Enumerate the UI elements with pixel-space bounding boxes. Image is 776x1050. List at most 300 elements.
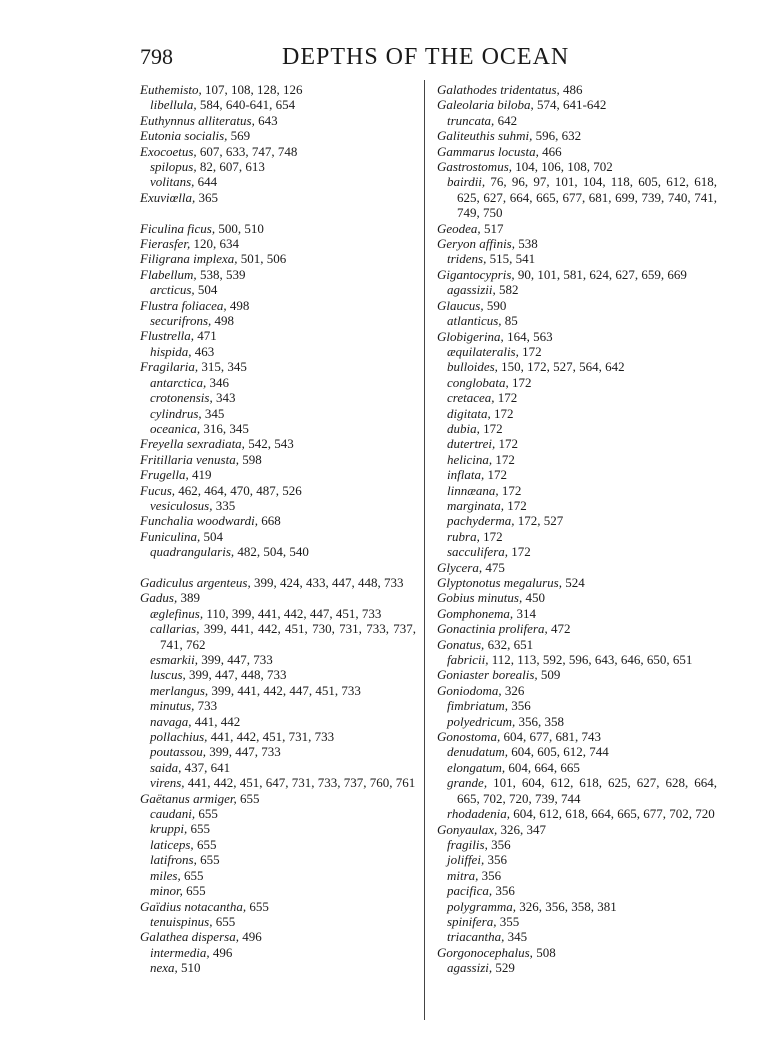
entry-pages: 569 xyxy=(230,128,251,144)
entry-pages: 471 xyxy=(197,328,217,344)
entry-name: Funiculina, xyxy=(140,528,201,544)
index-entry xyxy=(437,606,717,621)
entry-name: inflata, xyxy=(447,467,485,483)
entry-name: Globigerina, xyxy=(437,328,504,344)
entry-name: tridens, xyxy=(447,251,487,267)
entry-name: Gonyaulax, xyxy=(437,821,498,837)
index-entry xyxy=(140,190,416,205)
index-entry xyxy=(437,575,717,590)
entry-name: Gammarus locusta, xyxy=(437,143,539,159)
entry-pages: 604, 612, 618, 664, 665, 677, 702, 720 xyxy=(513,806,715,822)
entry-name: Goniaster borealis, xyxy=(437,667,538,683)
entry-pages: 110, 399, 441, 442, 447, 451, 733 xyxy=(206,605,382,621)
entry-name: pollachius, xyxy=(150,729,208,745)
entry-name: crotonensis, xyxy=(150,390,213,406)
entry-pages: 604, 664, 665 xyxy=(508,759,580,775)
index-subentry xyxy=(140,421,416,436)
entry-name: rubra, xyxy=(447,528,480,544)
index-entry xyxy=(140,929,416,944)
entry-pages: 655 xyxy=(183,867,204,883)
index-entry xyxy=(437,667,717,682)
entry-pages: 356 xyxy=(491,836,511,852)
entry-pages: 345 xyxy=(204,405,225,421)
entry-pages: 655 xyxy=(240,790,260,806)
index-entry xyxy=(140,436,416,451)
index-entry xyxy=(140,298,416,313)
index-subentry xyxy=(140,837,416,852)
index-column-right xyxy=(437,82,717,976)
entry-name: Fierasfer, xyxy=(140,236,191,252)
entry-pages: 112, 113, 592, 596, 643, 646, 650, 651 xyxy=(491,652,693,668)
index-subentry xyxy=(140,760,416,775)
entry-pages: 316, 345 xyxy=(203,420,249,436)
entry-pages: 356 xyxy=(511,698,531,714)
index-subentry xyxy=(140,606,416,621)
index-subentry xyxy=(437,483,717,498)
entry-pages: 326, 347 xyxy=(500,821,547,837)
entry-pages: 584, 640-641, 654 xyxy=(199,97,296,113)
entry-name: merlangus, xyxy=(150,682,209,698)
index-entry xyxy=(437,329,717,344)
entry-pages: 356 xyxy=(487,852,507,868)
entry-pages: 172 xyxy=(483,528,503,544)
entry-name: Exuviœlla, xyxy=(140,189,196,205)
entry-name: Gaëtanus armiger, xyxy=(140,790,237,806)
index-subentry xyxy=(437,344,717,359)
entry-pages: 172 xyxy=(495,451,515,467)
entry-pages: 355 xyxy=(499,913,520,929)
index-subentry xyxy=(437,698,717,713)
entry-name: Freyella sexradiata, xyxy=(140,436,245,452)
entry-pages: 655 xyxy=(198,806,218,822)
entry-name: Frugella, xyxy=(140,467,189,483)
index-subentry xyxy=(140,344,416,359)
entry-name: Gomphonema, xyxy=(437,605,514,621)
entry-name: pacifica, xyxy=(447,883,493,899)
index-subentry xyxy=(437,899,717,914)
entry-name: miles, xyxy=(150,867,181,883)
index-subentry xyxy=(140,868,416,883)
entry-name: Gadus, xyxy=(140,590,178,606)
entry-name: conglobata, xyxy=(447,374,509,390)
index-entry xyxy=(140,267,416,282)
entry-name: navaga, xyxy=(150,713,192,729)
entry-pages: 496 xyxy=(242,929,262,945)
entry-pages: 365 xyxy=(198,189,218,205)
entry-pages: 356 xyxy=(495,883,515,899)
entry-name: Galathodes tridentatus, xyxy=(437,82,560,97)
entry-name: Goniodoma, xyxy=(437,682,502,698)
index-subentry xyxy=(437,390,717,405)
index-entry xyxy=(140,791,416,806)
index-subentry xyxy=(437,113,717,128)
index-entry xyxy=(140,128,416,143)
index-entry xyxy=(140,452,416,467)
entry-pages: 504 xyxy=(203,528,224,544)
index-column-left xyxy=(140,82,416,976)
entry-name: Gonatus, xyxy=(437,636,485,652)
entry-pages: 463 xyxy=(194,343,215,359)
index-subentry xyxy=(437,760,717,775)
index-subentry xyxy=(140,174,416,189)
index-subentry xyxy=(437,174,717,220)
entry-name: bulloides, xyxy=(447,359,498,375)
index-entry xyxy=(437,236,717,251)
entry-name: cylindrus, xyxy=(150,405,202,421)
entry-pages: 498 xyxy=(229,297,250,313)
entry-name: intermedia, xyxy=(150,944,210,960)
entry-name: denudatum, xyxy=(447,744,509,760)
entry-pages: 598 xyxy=(242,451,262,467)
index-subentry xyxy=(140,390,416,405)
entry-name: dutertrei, xyxy=(447,436,496,452)
index-subentry xyxy=(140,313,416,328)
index-entry xyxy=(140,513,416,528)
entry-name: rhodadenia, xyxy=(447,806,510,822)
entry-pages: 590 xyxy=(486,297,507,313)
entry-name: mitra, xyxy=(447,867,479,883)
entry-name: Flustra foliacea, xyxy=(140,297,227,313)
index-entry xyxy=(140,359,416,374)
entry-name: minutus, xyxy=(150,698,195,714)
entry-name: joliffei, xyxy=(447,852,485,868)
index-entry xyxy=(140,467,416,482)
index-subentry xyxy=(140,960,416,975)
entry-pages: 655 xyxy=(200,852,220,868)
entry-name: quadrangularis, xyxy=(150,544,235,560)
entry-pages: 104, 106, 108, 702 xyxy=(515,159,613,175)
index-subentry xyxy=(437,960,717,975)
entry-name: luscus, xyxy=(150,667,186,683)
entry-pages: 733 xyxy=(197,698,218,714)
entry-pages: 542, 543 xyxy=(248,436,294,452)
index-subentry xyxy=(437,251,717,266)
page-header xyxy=(140,44,740,78)
index-entry xyxy=(437,945,717,960)
entry-pages: 501, 506 xyxy=(240,251,287,267)
entry-pages: 508 xyxy=(536,944,556,960)
entry-pages: 515, 541 xyxy=(489,251,536,267)
entry-name: Glycera, xyxy=(437,559,483,575)
index-entry xyxy=(140,590,416,605)
entry-pages: 655 xyxy=(196,836,217,852)
entry-name: Galeolaria biloba, xyxy=(437,97,534,113)
entry-pages: 399, 441, 442, 447, 451, 733 xyxy=(211,682,361,698)
entry-name: Gonostoma, xyxy=(437,729,501,745)
entry-name: marginata, xyxy=(447,497,504,513)
index-entry xyxy=(437,637,717,652)
entry-name: Ficulina ficus, xyxy=(140,220,216,236)
entry-name: grande, xyxy=(447,775,488,791)
entry-name: hispida, xyxy=(150,343,192,359)
entry-name: elongatum, xyxy=(447,759,506,775)
entry-name: Fucus, xyxy=(140,482,176,498)
entry-pages: 462, 464, 470, 487, 526 xyxy=(178,482,302,498)
page-number: 798 xyxy=(140,44,173,69)
entry-name: sacculifera, xyxy=(447,544,509,560)
entry-pages: 475 xyxy=(485,559,505,575)
entry-pages: 441, 442, 451, 731, 733 xyxy=(210,729,335,745)
entry-pages: 419 xyxy=(192,467,212,483)
index-subentry xyxy=(437,436,717,451)
entry-name: saida, xyxy=(150,759,182,775)
entry-pages: 399, 447, 733 xyxy=(209,744,281,760)
entry-pages: 441, 442 xyxy=(194,713,241,729)
index-subentry xyxy=(437,775,717,806)
entry-name: æglefinus, xyxy=(150,605,204,621)
entry-pages: 642 xyxy=(497,112,518,128)
entry-name: Fragilaria, xyxy=(140,359,199,375)
index-entry xyxy=(437,822,717,837)
entry-name: antarctica, xyxy=(150,374,207,390)
entry-name: Flustrella, xyxy=(140,328,195,344)
entry-pages: 655 xyxy=(190,821,210,837)
entry-pages: 538 xyxy=(518,236,538,252)
entry-pages: 574, 641-642 xyxy=(537,97,607,113)
entry-pages: 399, 441, 442, 451, 730, 731, 733, 737, 741, 762 xyxy=(160,621,417,652)
entry-name: Galathea dispersa, xyxy=(140,929,239,945)
entry-pages: 498 xyxy=(214,313,235,329)
running-title: DEPTHS OF THE OCEAN xyxy=(282,44,570,70)
entry-pages: 164, 563 xyxy=(507,328,553,344)
entry-pages: 668 xyxy=(261,513,281,529)
entry-pages: 655 xyxy=(249,898,269,914)
index-subentry xyxy=(437,837,717,852)
entry-pages: 343 xyxy=(215,390,236,406)
index-subentry xyxy=(437,406,717,421)
entry-pages: 517 xyxy=(483,220,504,236)
index-subentry xyxy=(437,282,717,297)
index-subentry xyxy=(140,698,416,713)
index-subentry xyxy=(140,282,416,297)
entry-pages: 466 xyxy=(542,143,562,159)
index-subentry xyxy=(437,652,717,667)
entry-pages: 82, 607, 613 xyxy=(199,159,265,175)
entry-pages: 172 xyxy=(507,497,527,513)
entry-name: arcticus, xyxy=(150,282,195,298)
entry-name: digitata, xyxy=(447,405,491,421)
entry-name: Galiteuthis suhmi, xyxy=(437,128,533,144)
entry-pages: 389 xyxy=(180,590,200,606)
entry-name: Gorgonocephalus, xyxy=(437,944,533,960)
index-entry xyxy=(437,729,717,744)
index-subentry xyxy=(437,929,717,944)
index-entry xyxy=(437,221,717,236)
index-subentry xyxy=(140,683,416,698)
entry-name: Gadiculus argenteus, xyxy=(140,574,251,590)
entry-pages: 604, 605, 612, 744 xyxy=(511,744,609,760)
entry-name: vesiculosus, xyxy=(150,497,213,513)
entry-name: æquilateralis, xyxy=(447,343,519,359)
entry-name: oceanica, xyxy=(150,420,201,436)
index-entry xyxy=(140,328,416,343)
index-entry xyxy=(437,560,717,575)
entry-pages: 172 xyxy=(498,436,519,452)
entry-pages: 101, 604, 612, 618, 625, 627, 628, 664, 665, 702, 720, 739, 744 xyxy=(457,775,718,806)
entry-name: Geryon affinis, xyxy=(437,236,515,252)
entry-name: linnæana, xyxy=(447,482,499,498)
index-subentry xyxy=(437,498,717,513)
entry-name: atlanticus, xyxy=(447,313,502,329)
entry-pages: 356 xyxy=(481,867,502,883)
index-subentry xyxy=(140,621,416,652)
entry-pages: 90, 101, 581, 624, 627, 659, 669 xyxy=(517,266,687,282)
entry-name: Geodea, xyxy=(437,220,481,236)
entry-pages: 172 xyxy=(511,544,531,560)
index-subentry xyxy=(140,375,416,390)
index-subentry xyxy=(437,852,717,867)
index-subentry xyxy=(140,406,416,421)
index-entry xyxy=(437,159,717,174)
index-subentry xyxy=(140,729,416,744)
entry-pages: 538, 539 xyxy=(199,266,246,282)
entry-pages: 504 xyxy=(197,282,218,298)
index-subentry xyxy=(437,544,717,559)
index-subentry xyxy=(437,883,717,898)
entry-name: callarias, xyxy=(150,621,200,637)
index-subentry xyxy=(437,868,717,883)
entry-name: caudani, xyxy=(150,806,196,822)
index-entry xyxy=(140,251,416,266)
index-entry xyxy=(140,236,416,251)
entry-pages: 345 xyxy=(507,929,528,945)
index-entry xyxy=(140,221,416,236)
index-subentry xyxy=(140,498,416,513)
entry-name: Fritillaria venusta, xyxy=(140,451,239,467)
index-entry xyxy=(140,113,416,128)
entry-pages: 437, 641 xyxy=(184,759,231,775)
entry-name: bairdii, xyxy=(447,174,486,190)
entry-pages: 150, 172, 527, 564, 642 xyxy=(501,359,625,375)
entry-name: spinifera, xyxy=(447,913,497,929)
entry-pages: 107, 108, 128, 126 xyxy=(205,82,303,97)
entry-pages: 596, 632 xyxy=(535,128,582,144)
section-gap xyxy=(140,560,416,575)
index-entry xyxy=(437,267,717,282)
index-subentry xyxy=(437,744,717,759)
index-subentry xyxy=(140,159,416,174)
entry-name: laticeps, xyxy=(150,836,194,852)
index-subentry xyxy=(437,375,717,390)
entry-pages: 655 xyxy=(186,883,206,899)
index-entry xyxy=(140,899,416,914)
entry-pages: 315, 345 xyxy=(201,359,247,375)
entry-pages: 172 xyxy=(493,405,514,421)
entry-name: securifrons, xyxy=(150,313,212,329)
entry-pages: 632, 651 xyxy=(487,636,534,652)
index-subentry xyxy=(140,714,416,729)
entry-name: dubia, xyxy=(447,420,480,436)
index-subentry xyxy=(437,452,717,467)
entry-name: fragilis, xyxy=(447,836,488,852)
entry-pages: 172 xyxy=(497,390,518,406)
entry-name: Gonactinia prolifera, xyxy=(437,621,548,637)
entry-name: Gastrostomus, xyxy=(437,159,513,175)
entry-pages: 450 xyxy=(525,590,545,606)
entry-name: tenuispinus, xyxy=(150,913,213,929)
entry-pages: 644 xyxy=(197,174,218,190)
index-subentry xyxy=(437,529,717,544)
index-subentry xyxy=(140,667,416,682)
entry-name: virens, xyxy=(150,775,185,791)
index-entry xyxy=(437,82,717,97)
index-entry xyxy=(437,590,717,605)
entry-name: Gaïdius notacantha, xyxy=(140,898,247,914)
entry-name: helicina, xyxy=(447,451,493,467)
entry-pages: 510 xyxy=(181,960,201,976)
entry-name: Eutonia socialis, xyxy=(140,128,228,144)
entry-name: polyedricum, xyxy=(447,713,516,729)
index-subentry xyxy=(437,359,717,374)
index-subentry xyxy=(437,467,717,482)
entry-name: Exocoetus, xyxy=(140,143,197,159)
entry-pages: 356, 358 xyxy=(518,713,564,729)
column-divider xyxy=(424,80,425,1020)
entry-name: latifrons, xyxy=(150,852,197,868)
entry-pages: 529 xyxy=(495,960,515,976)
entry-pages: 524 xyxy=(565,575,585,590)
entry-name: fimbriatum, xyxy=(447,698,509,714)
index-subentry xyxy=(140,775,416,790)
entry-pages: 172 xyxy=(512,374,532,390)
entry-pages: 172 xyxy=(522,343,542,359)
index-subentry xyxy=(437,914,717,929)
entry-pages: 85 xyxy=(504,313,518,329)
entry-pages: 172, 527 xyxy=(517,513,564,529)
index-subentry xyxy=(140,914,416,929)
index-subentry xyxy=(437,513,717,528)
entry-name: spilopus, xyxy=(150,159,197,175)
entry-pages: 172 xyxy=(487,467,507,483)
entry-name: Filigrana implexa, xyxy=(140,251,238,267)
entry-pages: 314 xyxy=(516,605,536,621)
index-entry xyxy=(140,575,416,590)
index-subentry xyxy=(437,421,717,436)
entry-name: Euthemisto, xyxy=(140,82,202,97)
entry-name: Glyptonotus megalurus, xyxy=(437,575,562,590)
entry-name: triacantha, xyxy=(447,929,505,945)
entry-name: cretacea, xyxy=(447,390,495,406)
entry-pages: 399, 447, 733 xyxy=(201,652,273,667)
entry-name: Funchalia woodwardi, xyxy=(140,513,258,529)
entry-name: kruppi, xyxy=(150,821,188,837)
entry-name: Flabellum, xyxy=(140,266,197,282)
entry-name: libellula, xyxy=(150,97,197,113)
entry-pages: 482, 504, 540 xyxy=(237,544,309,560)
entry-name: minor, xyxy=(150,883,183,899)
entry-pages: 399, 447, 448, 733 xyxy=(189,667,287,683)
entry-pages: 500, 510 xyxy=(218,220,264,236)
entry-pages: 172 xyxy=(501,482,522,498)
entry-pages: 76, 96, 97, 101, 104, 118, 605, 612, 618, 625, 627, 664, 665, 677, 681, 699, 739, 740, 741, 749, 750 xyxy=(457,174,717,221)
entry-pages: 509 xyxy=(540,667,561,683)
entry-pages: 643 xyxy=(258,112,278,128)
entry-pages: 604, 677, 681, 743 xyxy=(503,729,601,745)
entry-pages: 399, 424, 433, 447, 448, 733 xyxy=(253,574,404,590)
index-subentry xyxy=(140,945,416,960)
index-entry xyxy=(140,144,416,159)
entry-pages: 326 xyxy=(504,682,525,698)
index-entry xyxy=(437,97,717,112)
section-gap xyxy=(140,205,416,220)
entry-name: volitans, xyxy=(150,174,195,190)
index-entry xyxy=(437,128,717,143)
entry-name: Gobius minutus, xyxy=(437,590,523,606)
index-entry xyxy=(437,683,717,698)
entry-pages: 582 xyxy=(499,282,519,298)
index-entry xyxy=(140,82,416,97)
entry-name: Euthynnus alliteratus, xyxy=(140,112,255,128)
